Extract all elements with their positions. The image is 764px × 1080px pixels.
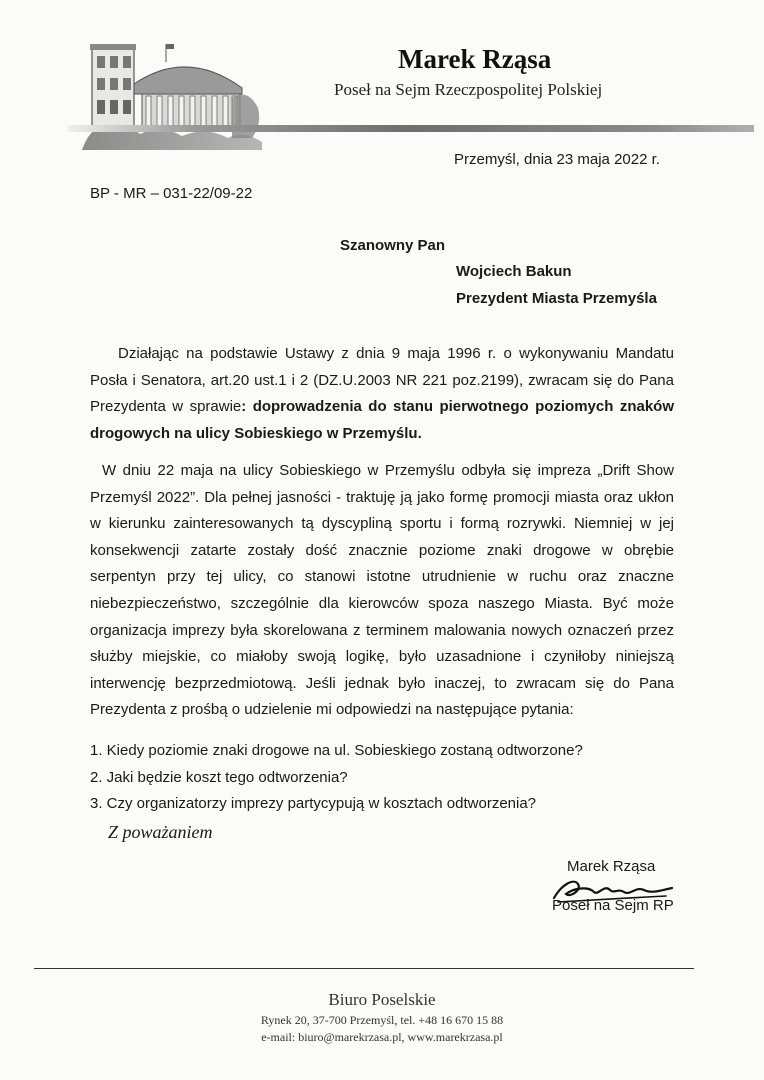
footer-contact: e-mail: biuro@marekrzasa.pl, www.marekrzasa.pl xyxy=(261,1030,503,1044)
paragraph-intro-text: Działając na podstawie Ustawy z dnia 9 maja 1996 r. o wykonywaniu Mandatu Posła i Senatora, art.20 ust.1 i 2 (DZ.U.2003 NR 221 poz.2199), zwracam się do Pana Prezydenta w sprawie xyxy=(90,345,674,416)
date-line: Przemyśl, dnia 23 maja 2022 r. xyxy=(454,151,660,168)
recipient-name: Wojciech Bakun xyxy=(456,263,572,280)
header-title: Poseł na Sejm Rzeczpospolitej Polskiej xyxy=(334,80,603,99)
sejm-building-logo xyxy=(82,38,262,150)
recipient-title: Prezydent Miasta Przemyśla xyxy=(456,290,657,307)
paragraph-intro xyxy=(90,341,674,447)
greeting: Szanowny Pan xyxy=(340,237,446,254)
footer-office: Biuro Poselskie xyxy=(328,990,436,1009)
reference-number: BP - MR – 031-22/09-22 xyxy=(90,185,253,202)
signature-title: Poseł na Sejm RP xyxy=(552,897,674,914)
header-name: Marek Rząsa xyxy=(398,44,552,74)
header-divider xyxy=(68,125,754,132)
question-item: 2. Jaki będzie koszt tego odtworzenia? xyxy=(90,769,348,786)
signature-name: Marek Rząsa xyxy=(567,858,656,875)
closing-phrase: Z poważaniem xyxy=(108,822,213,842)
paragraph-body: W dniu 22 maja na ulicy Sobieskiego w Przemyślu odbyła się impreza „Drift Show Przemyśl 2022”. Dla pełnej jasności - traktuję ją jako formę promocji miasta oraz ukłon w kierunku zainteresowanych tą dyscypliną sportu i formą rozrywki. Niemniej w jej konsekwencji zatarte zostały dość znacznie poziome znaki drogowe w obrębie serpentyn przy tej ulicy, co stanowi istotne utrudnienie w ruchu oraz znaczne niebezpieczeństwo, szczególnie dla kierowców spoza naszego Miasta. Być może organizacja imprezy była skorelowana z terminem malowania nowych oznaczeń przez służby miejskie, co miałoby swoją logikę, było uzasadnione i czyniłoby niniejszą interwencję bezprzedmiotową. Jeśli jednak było inaczej, to zwracam się do Pana Prezydenta z prośbą o udzielenie mi odpowiedzi na następujące pytania: xyxy=(90,462,674,719)
question-item: 3. Czy organizatorzy imprezy partycypują w kosztach odtworzenia? xyxy=(90,795,537,812)
footer-divider xyxy=(34,968,694,969)
footer-address: Rynek 20, 37-700 Przemyśl, tel. +48 16 670 15 88 xyxy=(260,1013,504,1027)
paragraph-intro-subject: : doprowadzenia do stanu pierwotnego poziomych znaków drogowych na ulicy Sobieskiego w Przemyślu. xyxy=(90,398,675,442)
question-item: 1. Kiedy poziomie znaki drogowe na ul. Sobieskiego zostaną odtworzone? xyxy=(90,742,583,759)
